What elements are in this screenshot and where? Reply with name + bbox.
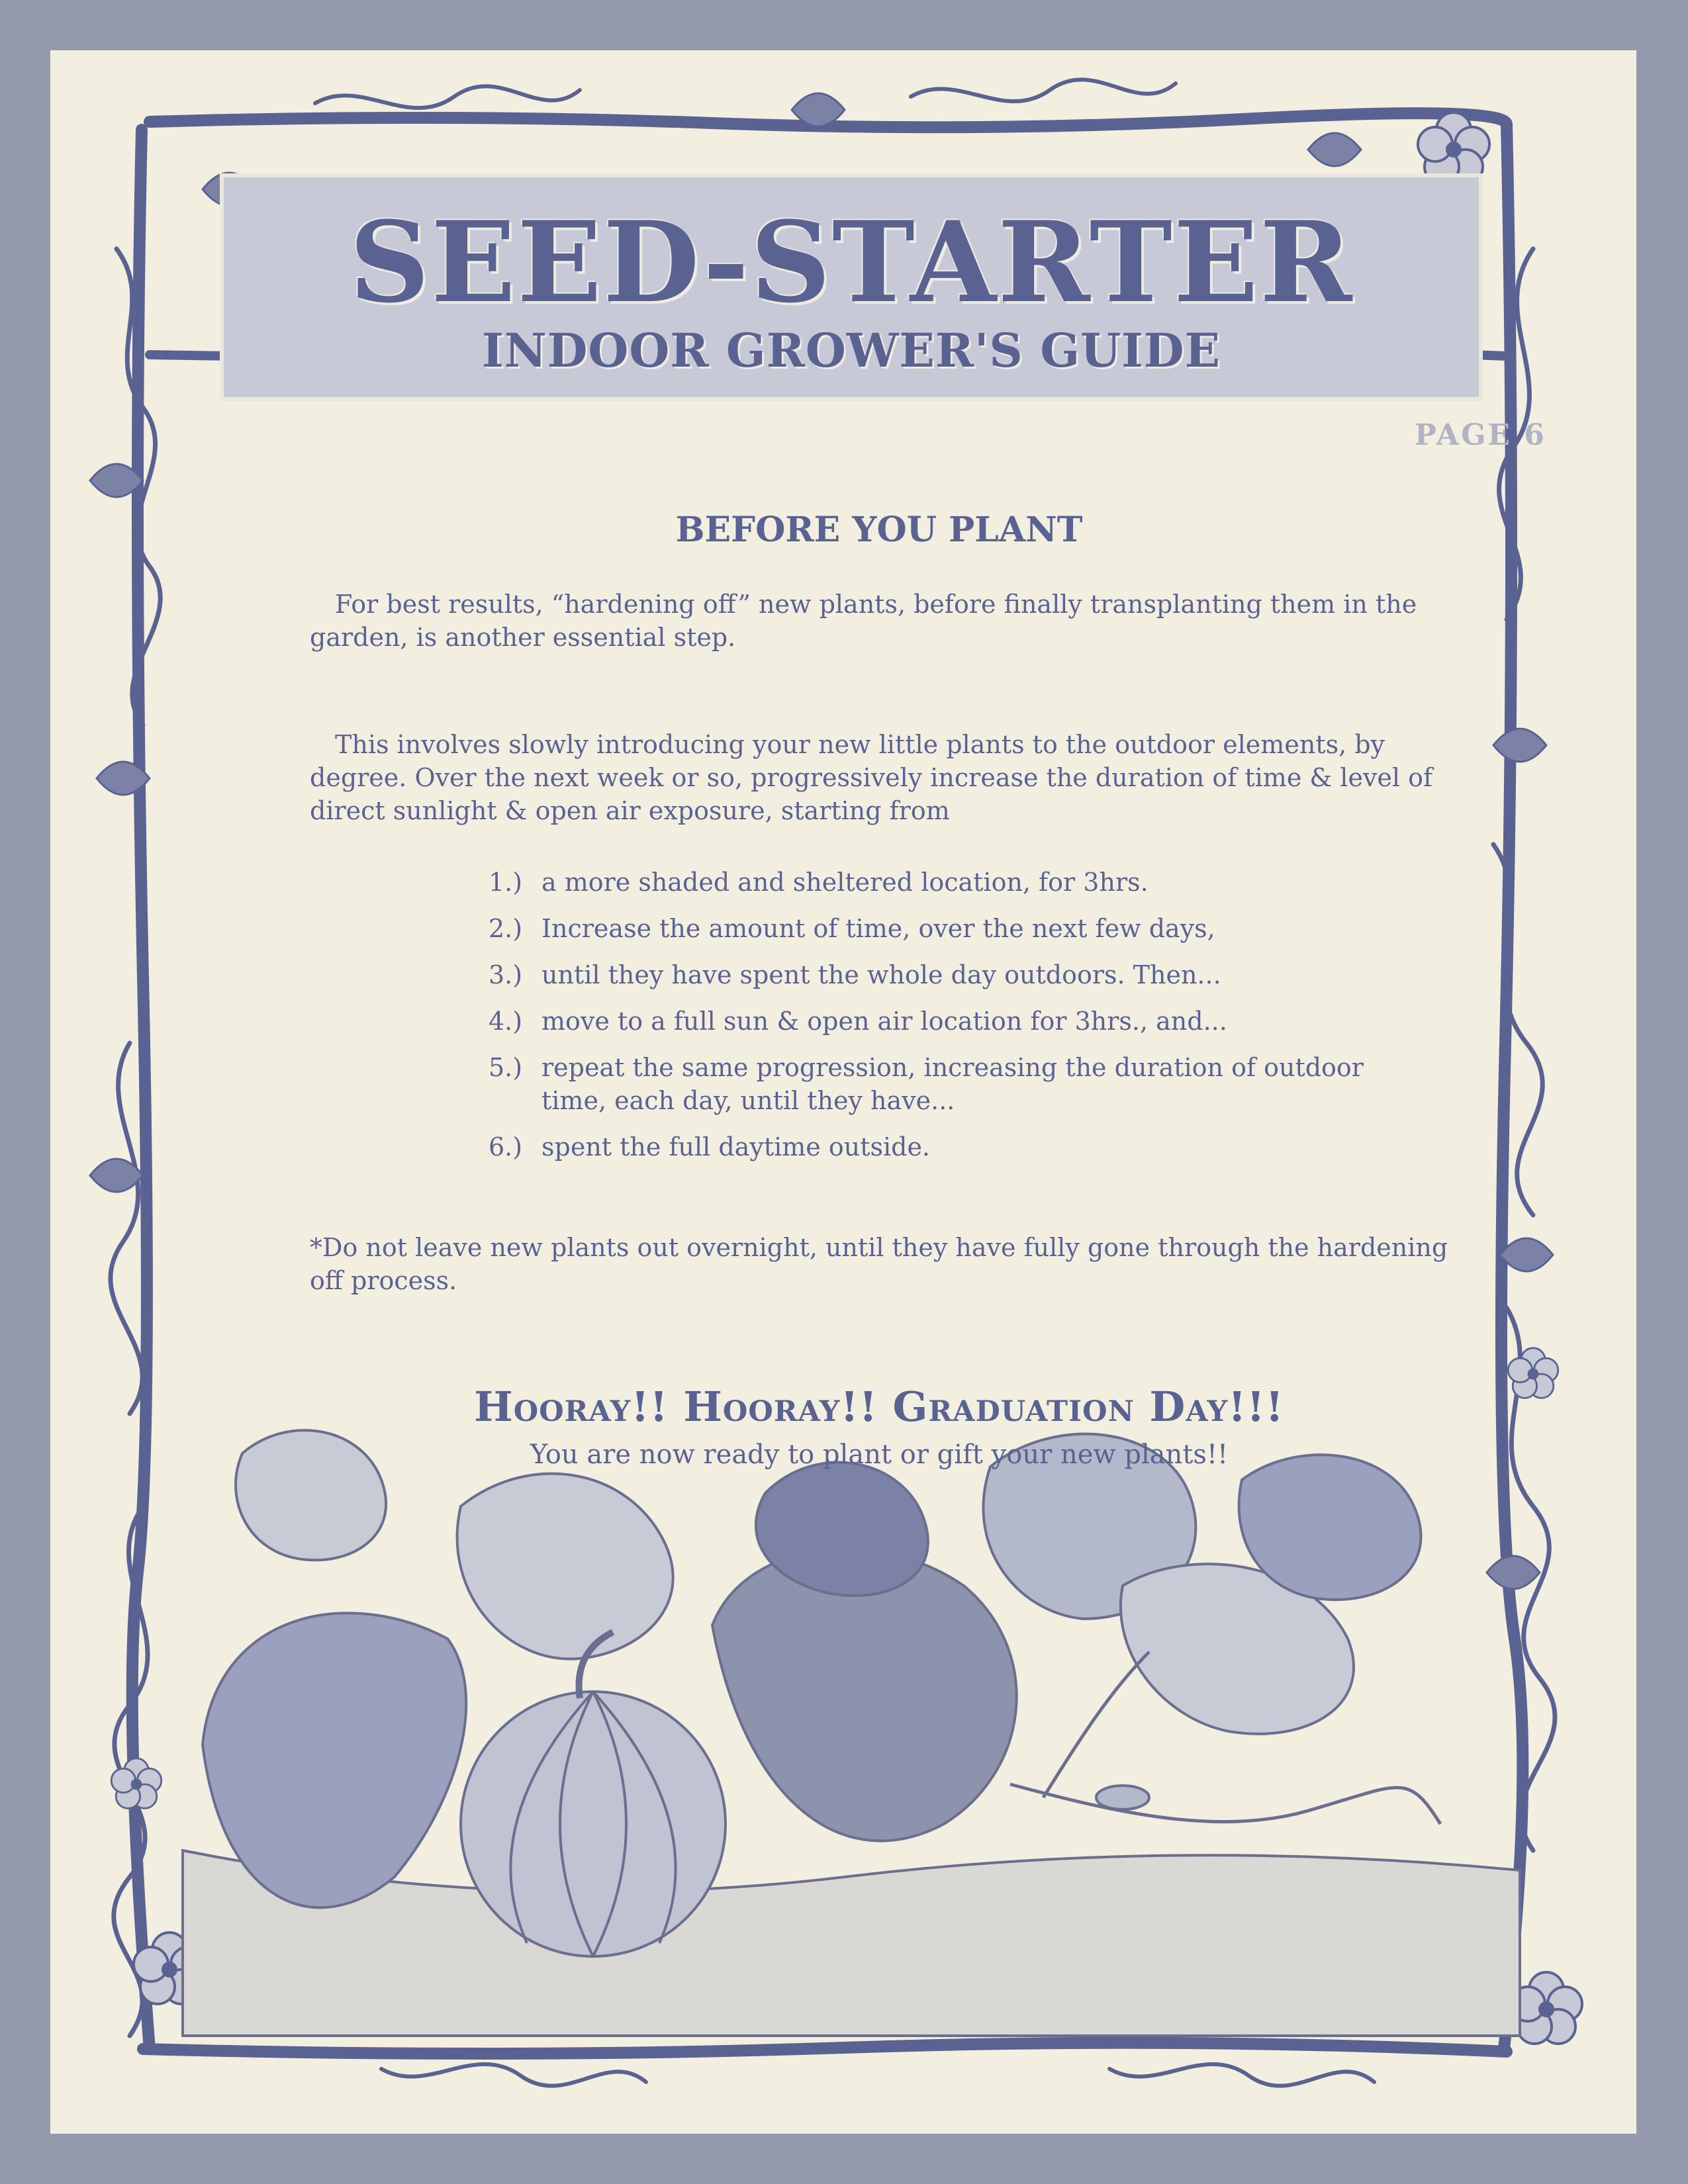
step-text: a more shaded and sheltered location, for 3hrs.: [541, 868, 1149, 897]
step-number: 3.): [489, 960, 523, 989]
step-text: spent the full daytime outside.: [541, 1132, 931, 1161]
step-number: 1.): [489, 868, 523, 897]
step-text: Increase the amount of time, over the next few days,: [541, 914, 1215, 943]
graduation-subline: You are now ready to plant or gift your new plants!!: [530, 1439, 1229, 1470]
list-item: [489, 1005, 1402, 1038]
list-item: [489, 1130, 1402, 1163]
sub-title: INDOOR GROWER'S GUIDE: [482, 323, 1221, 378]
paper-sheet: [50, 50, 1636, 2134]
step-number: 6.): [489, 1132, 523, 1161]
step-number: 2.): [489, 914, 523, 943]
list-item: [489, 958, 1402, 991]
step-text: repeat the same progression, increasing the duration of outdoor time, each day, until they have...: [541, 1053, 1364, 1115]
graduation-headline: Hooray!! Hooray!! Graduation Day!!!: [474, 1383, 1284, 1431]
footnote: *Do not leave new plants out overnight, until they have fully gone through the hardening off process.: [310, 1233, 1448, 1295]
page-number: PAGE 6: [1414, 418, 1546, 452]
step-text: move to a full sun & open air location for 3hrs., and...: [541, 1007, 1227, 1036]
list-item: [489, 912, 1402, 945]
step-text: until they have spent the whole day outdoors. Then...: [541, 960, 1221, 989]
paragraph-1: For best results, “hardening off” new plants, before finally transplanting them in the garden, is another essential step.: [310, 590, 1417, 652]
main-title: SEED-STARTER: [349, 197, 1354, 328]
step-number: 5.): [489, 1053, 523, 1082]
paragraph-2: This involves slowly introducing your new little plants to the outdoor elements, by degree. Over the next week or so, progressively increase the duration of time & level of direct sunlight & open air exposure, starting from: [310, 730, 1433, 825]
header-banner: [220, 173, 1483, 401]
list-item: [489, 1051, 1402, 1117]
step-number: 4.): [489, 1007, 523, 1036]
list-item: [489, 866, 1402, 899]
steps-list: [489, 866, 1402, 1177]
section-heading: BEFORE YOU PLANT: [675, 510, 1083, 550]
